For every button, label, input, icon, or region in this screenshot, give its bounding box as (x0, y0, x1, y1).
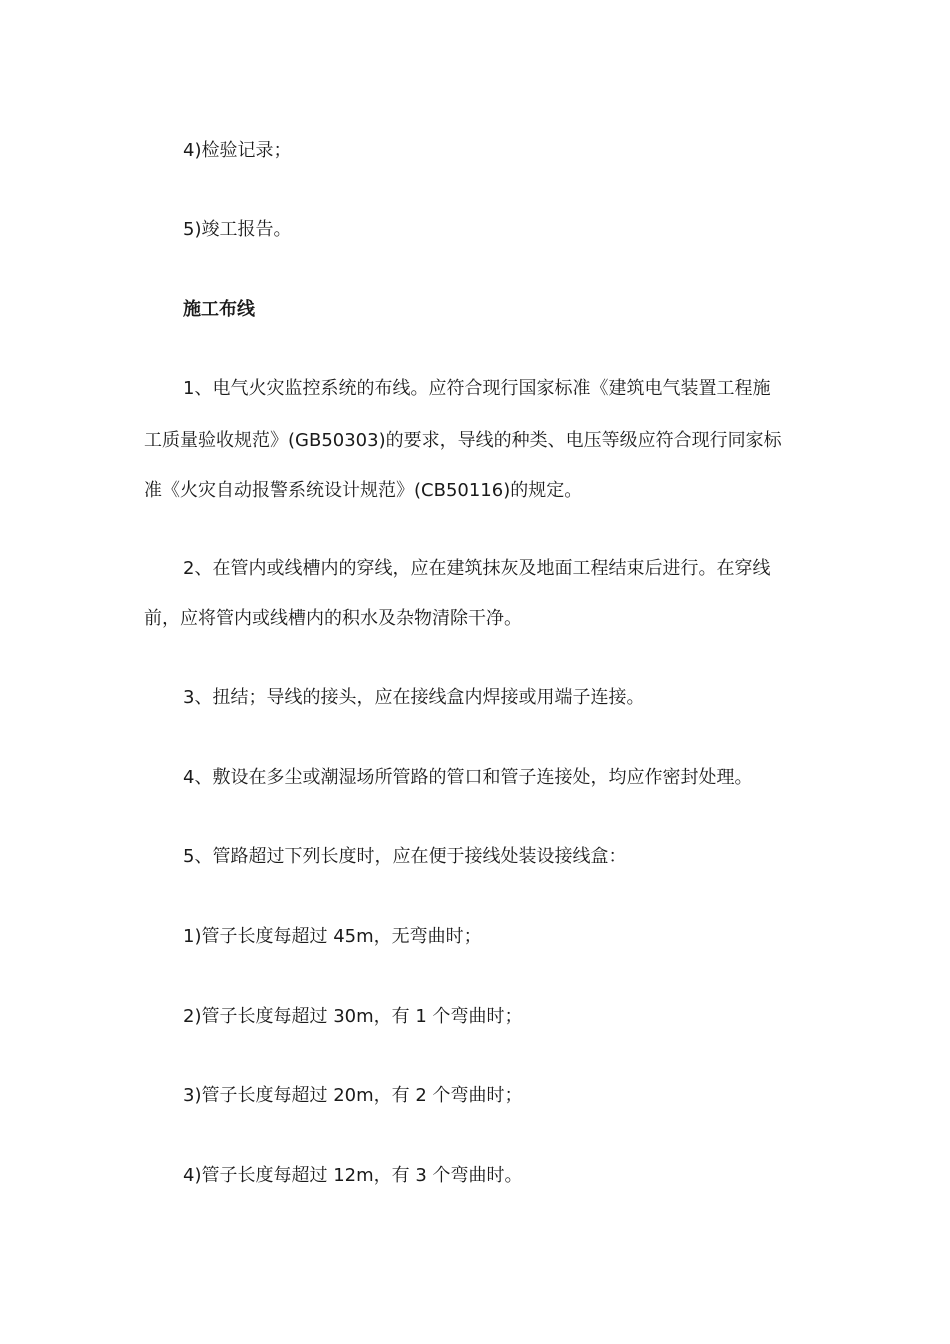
paragraph-2-line-2: 前，应将管内或线槽内的积水及杂物清除干净。 (144, 608, 522, 629)
paragraph-1-line-3: 准《火灾自动报警系统设计规范》(CB50116)的规定。 (144, 480, 583, 501)
list-item-20m: 3)管子长度每超过 20m，有 2 个弯曲时； (183, 1085, 523, 1106)
list-item-30m: 2)管子长度每超过 30m，有 1 个弯曲时； (183, 1006, 523, 1027)
paragraph-1-line-1: 1、电气火灾监控系统的布线。应符合现行国家标准《建筑电气装置工程施 (183, 378, 771, 399)
list-item-inspection-record: 4)检验记录； (183, 140, 292, 161)
section-heading: 施工布线 (183, 299, 255, 320)
paragraph-1-line-2: 工质量验收规范》(GB50303)的要求，导线的种类、电压等级应符合现行同家标 (144, 430, 782, 451)
paragraph-4: 4、敷设在多尘或潮湿场所管路的管口和管子连接处，均应作密封处理。 (183, 767, 753, 788)
paragraph-2-line-1: 2、在管内或线槽内的穿线，应在建筑抹灰及地面工程结束后进行。在穿线 (183, 558, 771, 579)
paragraph-5: 5、管路超过下列长度时，应在便于接线处装设接线盒： (183, 846, 627, 867)
paragraph-3: 3、扭结；导线的接头，应在接线盒内焊接或用端子连接。 (183, 687, 645, 708)
list-item-12m: 4)管子长度每超过 12m，有 3 个弯曲时。 (183, 1165, 523, 1186)
list-item-completion-report: 5)竣工报告。 (183, 219, 292, 240)
list-item-45m: 1)管子长度每超过 45m，无弯曲时； (183, 926, 482, 947)
